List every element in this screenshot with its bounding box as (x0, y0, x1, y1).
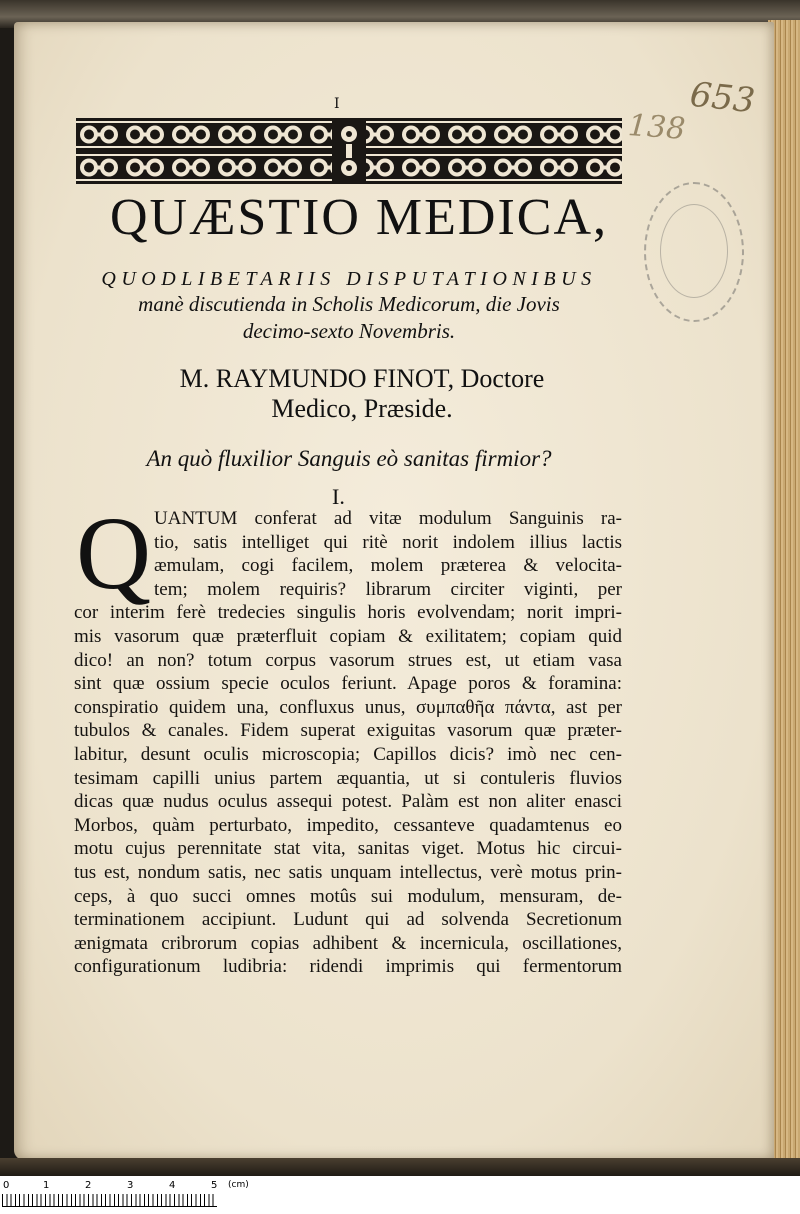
body-line: sint quæ ossium specie oculos feriunt. Apage poros & foramina: (74, 673, 622, 695)
body-line: dico! an non? totum corpus vasorum strues est, ut etiam vasa (74, 649, 622, 671)
body-line: ceps, à quo succi omnes motûs sui modulum, mensuram, de- (74, 885, 622, 907)
library-stamp (644, 182, 744, 322)
presider-line-1: M. RAYMUNDO FINOT, Doctore (179, 364, 545, 393)
subtitle-block (74, 268, 624, 345)
body-line: mis vasorum quæ præterfluit copiam & exilitatem; copiam quid (74, 625, 622, 647)
body-text (74, 507, 622, 979)
headpiece-ornament (76, 118, 622, 184)
presider-line-2: Medico, Præside. (271, 394, 453, 423)
scale-ruler (0, 1176, 800, 1214)
ruler-number: 5 (211, 1180, 218, 1191)
presider-block (92, 364, 632, 424)
body-line: tem; molem requiris? librarum circiter viginti, per (154, 578, 622, 600)
ruler-number: 4 (169, 1180, 176, 1191)
body-line: ænigmata cribrorum copias adhibent & incernicula, oscillationes, (74, 932, 622, 954)
section-numeral: I. (332, 484, 345, 509)
body-line: dicas quæ nudus oculus assequi potest. Palàm est non aliter enasci (74, 791, 622, 813)
page-title: QUÆSTIO MEDICA, (110, 189, 608, 246)
ruler-unit: (cm) (228, 1180, 249, 1190)
ruler-number: 3 (127, 1180, 134, 1191)
body-line: terminationem accipiunt. Ludunt qui ad solvenda Secretionum (74, 909, 622, 931)
body-line: labitur, desunt oculis microscopia; Capillos dicis? imò nec cen- (74, 743, 622, 765)
body-line: Morbos, quàm perturbato, impedito, cessanteve quadamtenus eo (74, 814, 622, 836)
ruler-number: 1 (43, 1180, 50, 1191)
ruler-number: 2 (85, 1180, 92, 1191)
subtitle-line-1: QUODLIBETARIIS DISPUTATIONIBUS (101, 268, 597, 290)
body-line: tus est, nondum satis, nec satis unquam intellectus, verè motus prin- (74, 861, 622, 883)
handwritten-page-number: 138 (626, 108, 687, 147)
body-line: tio, satis intelliget qui ritè norit indolem illius lactis (154, 531, 622, 553)
thesis-question: An quò fluxilior Sanguis eò sanitas firmior? (146, 446, 552, 471)
body-line: motu cujus perennitate stat vita, sanitas viget. Motus hic circui- (74, 838, 622, 860)
body-line: æmulam, cogi facilem, molem præterea & velocita- (154, 555, 622, 577)
body-line: cor interim ferè tredecies singulis horis evolvendam; norit impri- (74, 602, 622, 624)
ruler-number: 0 (3, 1180, 10, 1191)
drop-cap: Q (76, 496, 152, 611)
subtitle-line-3: decimo-sexto Novembris. (242, 319, 456, 343)
book-binding-bottom (0, 1158, 800, 1178)
body-line: conspiratio quidem una, confluxus unus, συμπαθῆα πάντα, ast per (74, 696, 622, 718)
subtitle-line-2: manè discutienda in Scholis Medicorum, die Jovis (138, 292, 560, 316)
ruler-ticks (2, 1194, 217, 1207)
body-line: UANTUM conferat ad vitæ modulum Sanguinis ra- (154, 508, 622, 529)
body-line: tubulos & canales. Fidem superat exiguitas vasorum quæ præter- (74, 720, 622, 742)
handwritten-folio-number: 653 (688, 74, 757, 122)
signature-mark: I (334, 96, 340, 112)
body-line: tesimam capilli unius partem æquantia, ut si contuleris fluvios (74, 767, 622, 789)
body-line: configurationum ludibria: ridendi imprimis qui fermentorum (74, 956, 622, 978)
